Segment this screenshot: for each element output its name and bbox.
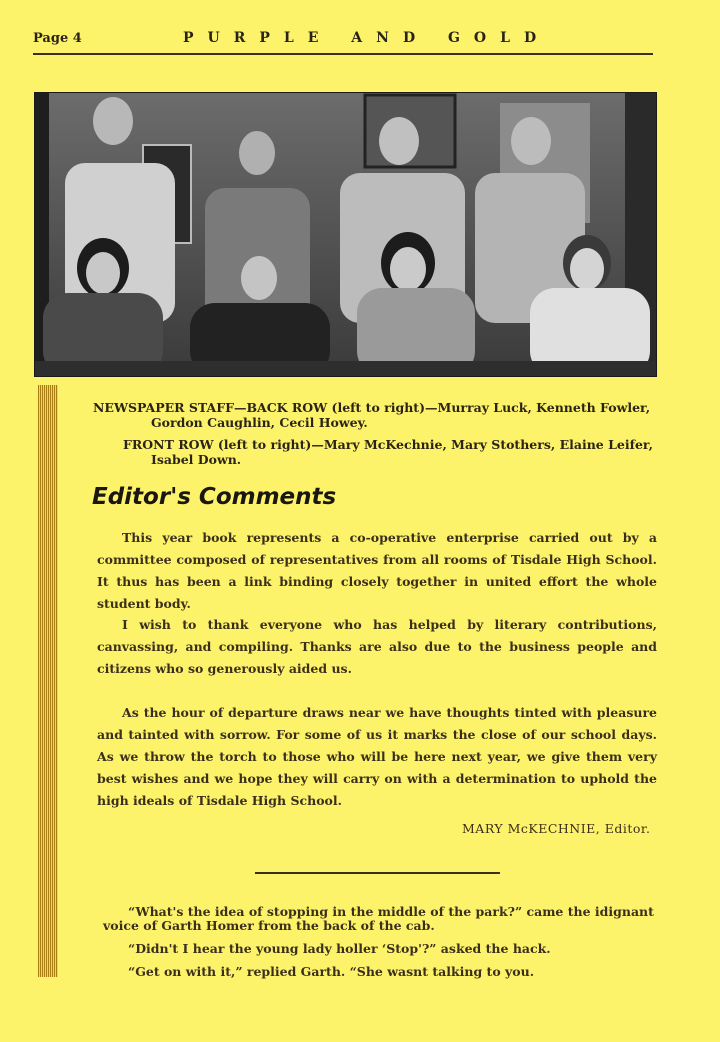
paragraph-text: As the hour of departure draws near we have thoughts tinted with pleasure and tainted with sorrow. For some of us it marks the close of our school days. As we throw the torch to those who will be here next year, we give them very best wishes and we hope they will carry on with a determination to uphold the high ideals of Tisdale High School. <box>97 705 657 808</box>
photo-caption <box>93 400 663 467</box>
editorial-paragraph-2 <box>97 614 657 680</box>
joke-line-2: “Didn't I hear the young lady holler ‘Stop'?” asked the hack. <box>128 941 551 956</box>
staff-photo <box>34 92 657 377</box>
header-rule <box>33 53 653 55</box>
editor-signature: MARY McKECHNIE, Editor. <box>462 821 651 836</box>
caption-front-row-line2: Isabel Down. <box>151 452 242 467</box>
caption-back-row-line2: Gordon Caughlin, Cecil Howey. <box>151 415 368 430</box>
page-header <box>33 30 653 52</box>
caption-back-row-line1: NEWSPAPER STAFF—BACK ROW (left to right)—Murray Luck, Kenneth Fowler, <box>93 400 651 415</box>
section-divider <box>255 872 500 874</box>
group-photo-icon <box>35 93 656 376</box>
editorial-paragraph-1 <box>97 527 657 615</box>
caption-front-row <box>93 437 663 467</box>
caption-front-row-line1: FRONT ROW (left to right)—Mary McKechnie, Mary Stothers, Elaine Leifer, <box>123 437 653 452</box>
editorial-title: Editor's Comments <box>92 484 337 510</box>
decorative-side-bar <box>38 385 58 977</box>
paragraph-text: I wish to thank everyone who has helped by literary contributions, canvassing, and compiling. Thanks are also due to the business people and citizens who so generously aided us. <box>97 617 657 676</box>
joke-line-1: “What's the idea of stopping in the middle of the park?” came the idignant voice of Garth Homer from the back of the cab. <box>103 904 654 933</box>
paragraph-text: This year book represents a co-operative enterprise carried out by a committee composed of representatives from all rooms of Tisdale High School. It thus has been a link binding closely together in united effort the whole student body. <box>97 530 657 611</box>
page-number: Page 4 <box>33 31 82 46</box>
editorial-paragraph-3 <box>97 702 657 812</box>
publication-title: PURPLE AND GOLD <box>183 30 551 46</box>
joke-line-3: “Get on with it,” replied Garth. “She wasnt talking to you. <box>128 964 535 979</box>
joke-section <box>103 905 663 988</box>
